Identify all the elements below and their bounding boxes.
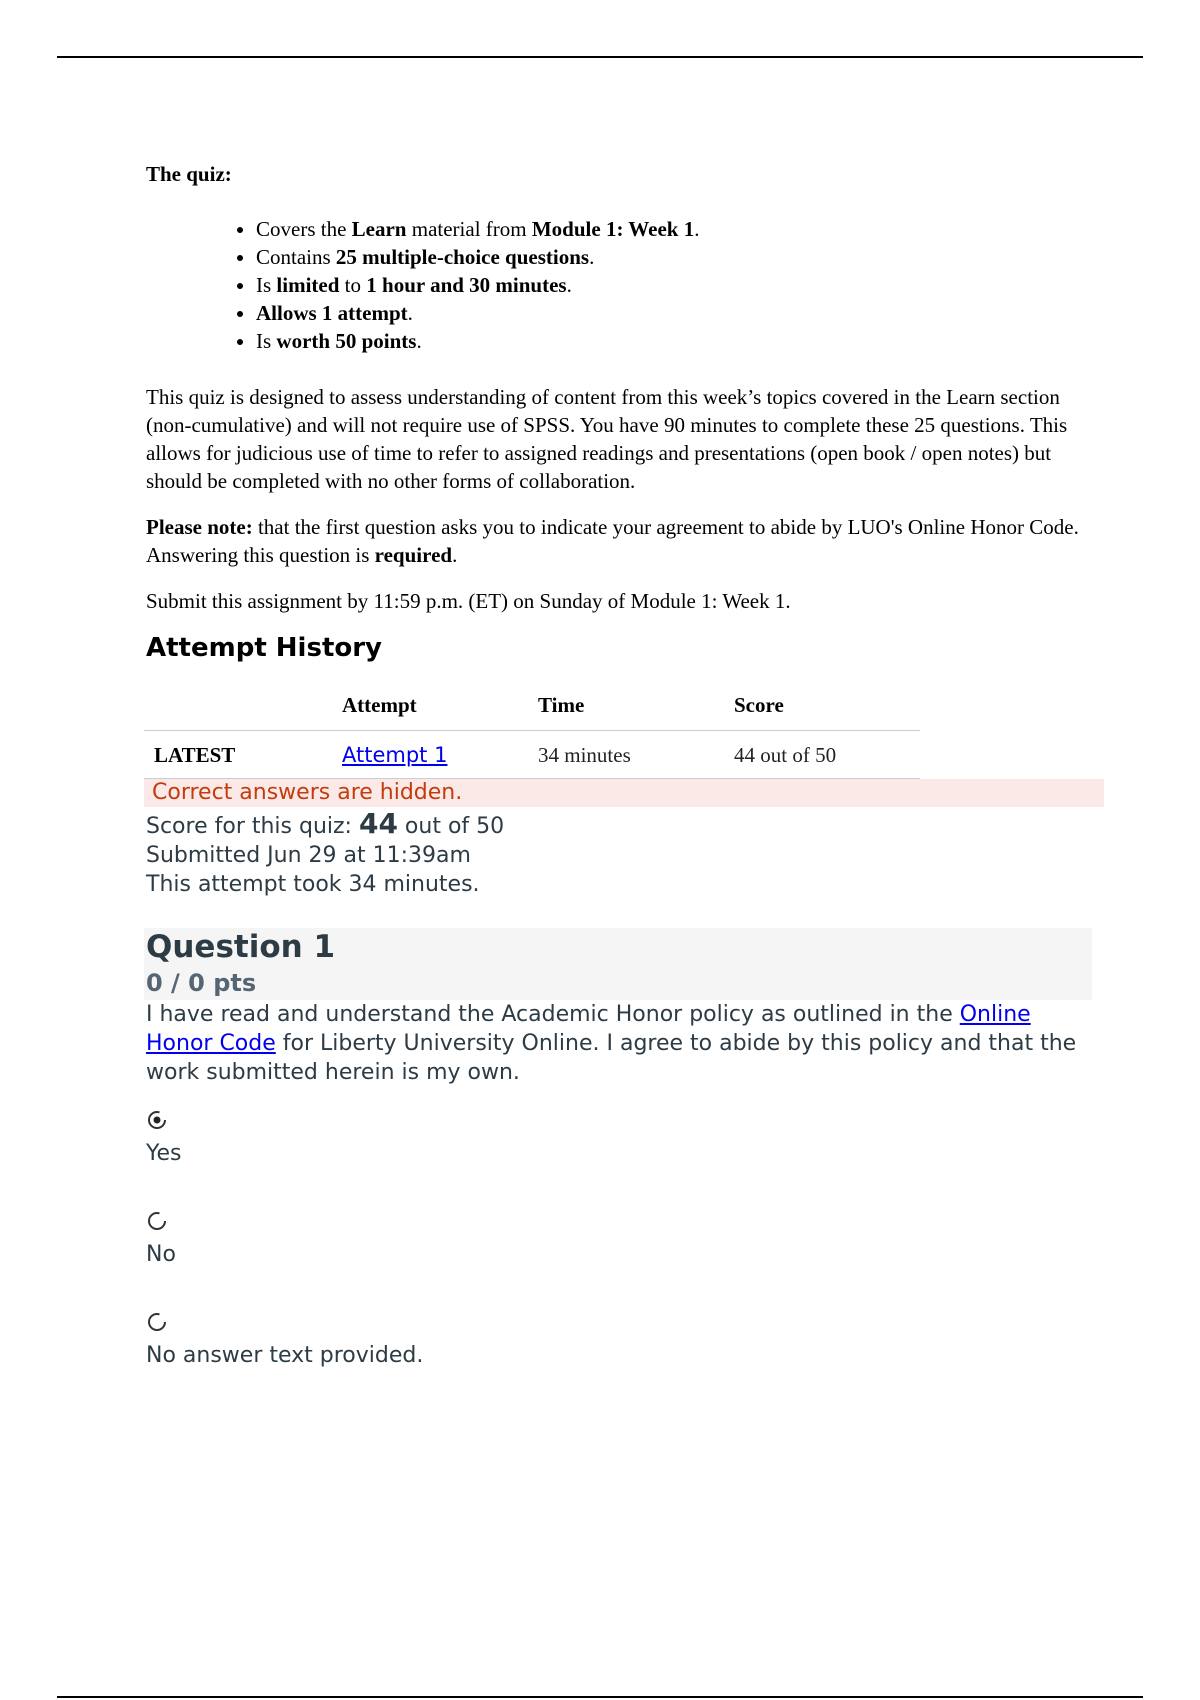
- submitted-timestamp: Submitted Jun 29 at 11:39am: [146, 843, 471, 868]
- attempt-summary: [146, 809, 1086, 899]
- top-rule: [57, 56, 1143, 58]
- attempt-cell: [332, 731, 528, 779]
- list-item: • Covers the Learn material from Module 1: Week 1.: [256, 215, 1086, 243]
- question-text: I have read and understand the Academic Honor policy as outlined in the Online Honor Code for Liberty University Online. I agree to abide by this policy and that the work submitted herein is my own.: [146, 1002, 1077, 1085]
- due-date-text: Submit this assignment by 11:59 p.m. (ET) on Sunday of Module 1: Week 1.: [146, 589, 791, 613]
- column-header-time: Time: [528, 683, 724, 731]
- table-row: [144, 731, 920, 779]
- table-header-row: [144, 683, 920, 731]
- list-item: • Is worth 50 points.: [256, 327, 1086, 355]
- radio-unselected-icon[interactable]: [146, 1210, 168, 1232]
- column-header-score: Score: [724, 683, 920, 731]
- radio-selected-icon[interactable]: [146, 1109, 168, 1131]
- column-header: [144, 683, 332, 731]
- answer-option-no-text: [146, 1311, 1086, 1370]
- score-cell: 44 out of 50: [724, 731, 920, 779]
- online-honor-code-link[interactable]: Online Honor Code: [146, 1002, 1031, 1056]
- time-cell: 34 minutes: [528, 731, 724, 779]
- honor-code-note: Please note: that the first question asks you to indicate your agreement to abide by LUO's Online Honor Code. Answering this question is required.: [146, 515, 1079, 567]
- attempt-1-link[interactable]: Attempt 1: [342, 743, 448, 767]
- list-item: • Contains 25 multiple-choice questions.: [256, 243, 1086, 271]
- list-item: • Allows 1 attempt.: [256, 299, 1086, 327]
- quiz-description: This quiz is designed to assess understanding of content from this week’s topics covered in the Learn section (non-cumulative) and will not require use of SPSS. You have 90 minutes to complete these 25 questions. This allows for judicious use of time to refer to assigned readings and presentations (open book / open notes) but should be completed with no other forms of collaboration.: [146, 385, 1068, 493]
- question-points: 0 / 0 pts: [146, 969, 257, 997]
- quiz-score: Score for this quiz: 44 out of 50: [146, 807, 505, 840]
- answer-label: No answer text provided.: [146, 1343, 424, 1368]
- quiz-facts-list: [146, 215, 1086, 355]
- radio-unselected-icon[interactable]: [146, 1311, 168, 1333]
- answer-label: Yes: [146, 1141, 182, 1166]
- attempt-duration: This attempt took 34 minutes.: [146, 872, 480, 897]
- bottom-rule: [57, 1696, 1143, 1698]
- list-item: • Is limited to 1 hour and 30 minutes.: [256, 271, 1086, 299]
- answer-option-yes: [146, 1109, 1086, 1168]
- attempt-history-table: [144, 683, 920, 779]
- answer-option-no: [146, 1210, 1086, 1269]
- answer-label: No: [146, 1242, 176, 1267]
- question-title: Question 1: [146, 929, 336, 965]
- column-header-attempt: Attempt: [332, 683, 528, 731]
- attempt-history-heading: Attempt History: [146, 633, 383, 663]
- intro-label: The quiz:: [146, 162, 232, 186]
- page-content: [146, 162, 1086, 1370]
- correct-answers-hidden-notice: Correct answers are hidden.: [144, 779, 1104, 807]
- question-header: [144, 928, 1092, 1000]
- latest-label: LATEST: [144, 731, 332, 779]
